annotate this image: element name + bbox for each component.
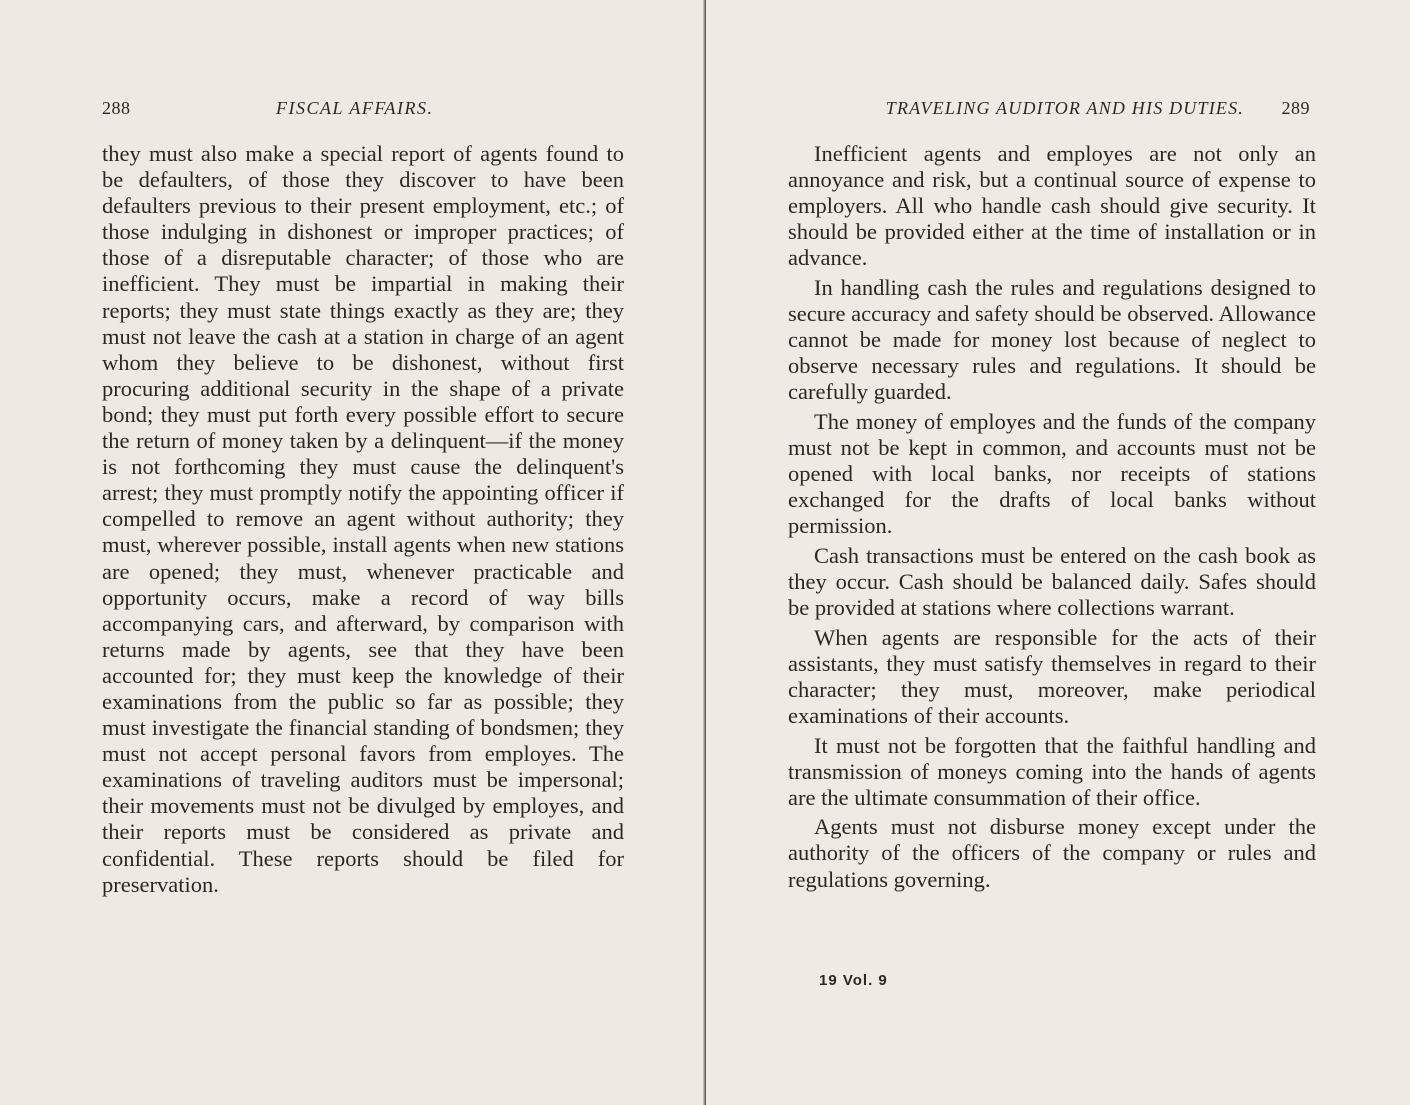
left-page-header <box>102 98 624 124</box>
right-page-body <box>788 141 1316 896</box>
paragraph: Inefficient agents and employes are not only an annoyance and risk, but a continual source of expense to employers. All who handle cash should give security. It should be provided either at the time of installation or in advance. <box>788 141 1316 271</box>
paragraph: In handling cash the rules and regulations designed to secure accuracy and safety should be observed. Allowance cannot be made for money lost because of neglect to observe necessary rules and regulations. It should be carefully guarded. <box>788 274 1316 405</box>
left-page-body <box>102 141 624 901</box>
right-page-number: 289 <box>1281 98 1310 118</box>
right-page-header <box>788 98 1310 124</box>
signature-mark: 19 Vol. 9 <box>819 972 888 989</box>
paragraph: they must also make a special report of agents found to be defaulters, of those they discover to have been defaulters previous to their present employment, etc.; of those indulging in dishonest or improper practices; of those of a disreputable character; of those who are inefficient. They must be impartial in making their reports; they must state things exactly as they are; they must not leave the cash at a station in charge of an agent whom they believe to be dishonest, without first procuring additional security in the shape of a private bond; they must put forth every possible effort to secure the return of money taken by a delinquent—if the money is not forthcoming they must cause the delinquent's arrest; they must promptly notify the appointing officer if compelled to remove an agent without authority; they must, wherever possible, install agents when new stations are opened; they must, whenever practicable and opportunity occurs, make a record of way bills accompanying cars, and afterward, by comparison with returns made by agents, see that they have been accounted for; they must keep the knowledge of their examinations from the public so far as possible; they must investigate the financial standing of bondsmen; they must not accept personal favors from employes. The examinations of traveling auditors must be impersonal; their movements must not be divulged by employes, and their reports must be considered as private and confidential. These reports should be filed for preservation. <box>102 141 624 897</box>
left-running-head: FISCAL AFFAIRS. <box>276 98 434 118</box>
left-page-number: 288 <box>102 98 131 118</box>
paragraph: It must not be forgotten that the faithful handling and transmission of moneys coming into the hands of agents are the ultimate consummation of their office. <box>788 732 1316 810</box>
right-running-head: TRAVELING AUDITOR AND HIS DUTIES. <box>885 98 1244 118</box>
paragraph: Agents must not disburse money except under the authority of the officers of the company or rules and regulations governing. <box>788 814 1316 892</box>
paragraph: Cash transactions must be entered on the cash book as they occur. Cash should be balanced daily. Safes should be provided at stations where collections warrant. <box>788 542 1316 621</box>
paragraph: When agents are responsible for the acts of their assistants, they must satisfy themselves in regard to their character; they must, moreover, make periodical examinations of their accounts. <box>788 624 1316 728</box>
paragraph: The money of employes and the funds of the company must not be kept in common, and accounts must not be opened with local banks, nor receipts of stations exchanged for the drafts of local banks without permission. <box>788 408 1316 539</box>
right-page <box>706 0 1410 1105</box>
